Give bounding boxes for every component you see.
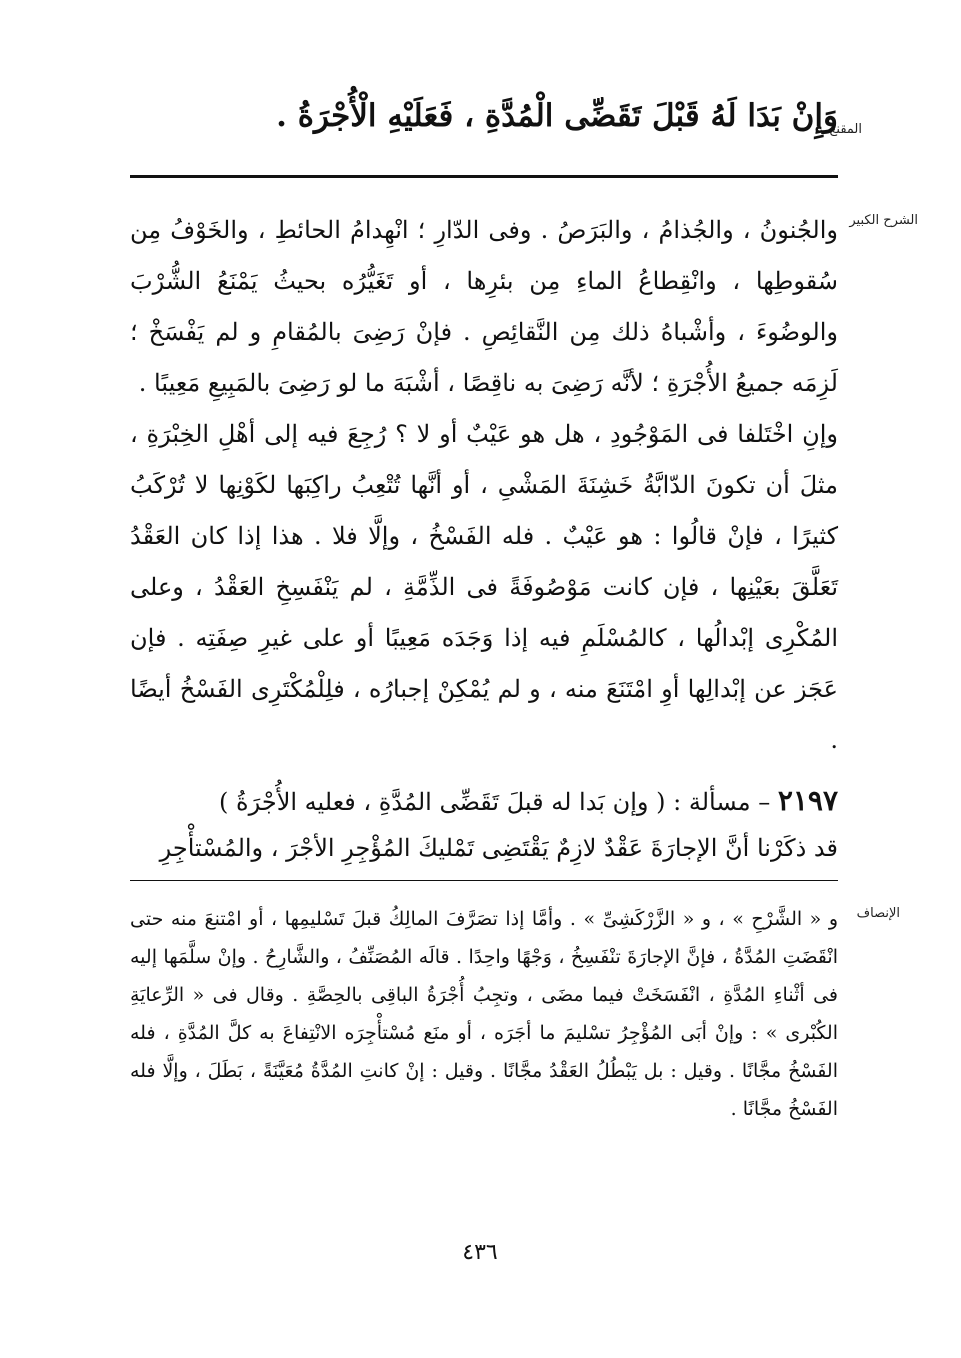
sharh-body bbox=[130, 205, 838, 766]
masala-text: – مسألة : ( وإن بَدا له قبلَ تَقَضِّى المُدَّةِ ، فعليه الأُجْرَةُ ) bbox=[219, 788, 778, 816]
sharh-paragraph: وإنِ اخْتَلفا فى المَوْجُودِ ، هل هو عَيْبٌ أو لا ؟ رُجِعَ فيه إلى أهْلِ الخِبْرَةِ ، مثلَ أن تكونَ الدّابَّةُ خَشِنَةَ المَشْىِ ، أو أنَّها تُتْعِبُ راكِبَها لكَوْنِها لا تُرْكَبُ كثيرًا ، فإنْ قالُوا : هو عَيْبٌ . فله الفَسْخُ ، وإلَّا فلا . هذا إذا كان العَقْدُ تَعَلَّقَ بعَيْنِها ، فإن كانت مَوْصُوفَةً فى الذِّمَّةِ ، لم يَنْفَسِخِ العَقْدُ ، وعلى المُكْرِى إبْدالُها ، كالمُسْلَمِ فيه إذا وَجَدَه مَعِيبًا أو على غيرِ صِفَتِه . فإن عَجَز عن إبْدالِها أوِ امْتَنَعَ منه ، و لم يُمْكِنْ إجبارُه ، فلِلْمُكْتَرِى الفَسْخُ أيضًا . bbox=[130, 420, 838, 754]
side-label-muqni: المقنع bbox=[829, 122, 862, 137]
footnote-divider bbox=[130, 880, 838, 881]
header-divider bbox=[130, 175, 838, 178]
masala-heading bbox=[130, 778, 838, 825]
insaf-body bbox=[130, 900, 838, 1128]
muqni-text: وَإِنْ بَدَا لَهُ قَبْلَ تَقَضِّى الْمُدَّةِ ، فَعَلَيْهِ الْأُجْرَةُ . bbox=[276, 98, 838, 134]
page-number: ٤٣٦ bbox=[462, 1240, 498, 1265]
masala-continuation: قد ذكَرْنا أنَّ الإجارَةَ عَقْدٌ لازِمٌ يَقْتَضِى تَمْليكَ المُؤْجِرِ الأجْرَ ، والمُسْتأْجِرِ bbox=[159, 834, 838, 862]
side-label-insaf: الإنصاف bbox=[856, 906, 900, 921]
masala-number: ٢١٩٧ bbox=[777, 784, 838, 817]
sharh-paragraph: والجُنونُ ، والجُذامُ ، والبَرَصُ . وفى الدّارِ ؛ انْهِدامُ الحائطِ ، والخَوْفُ مِن سُقوطِها ، وانْقِطاعُ الماءِ مِن بئرِها ، أو تَغَيُّرُه بحيثُ يَمْنَعُ الشُّرْبَ والوضُوءَ ، وأشْباهُ ذلك مِن النَّقائِصِ . فإنْ رَضِىَ بالمُقامِ و لم يَفْسَخْ ؛ لَزِمَه جميعُ الأُجْرَةِ ؛ لأنَّه رَضِىَ به ناقِصًا ، أشْبَهَ ما لو رَضِىَ بالمَبِيعِ مَعِيبًا . bbox=[130, 216, 838, 397]
side-label-sharh: الشرح الكبير bbox=[849, 213, 918, 228]
masala-section bbox=[130, 778, 838, 871]
insaf-paragraph: و « الشَّرْحِ » ، و « الزَّرْكَشِىِّ » . وأمَّا إذا تصَرَّفَ المالِكُ قبلَ تَسْليمِها ، أو امْتنعَ منه حتى انْقَضَتِ المُدَّةُ ، فإنَّ الإجارَةَ تنْفَسِخُ ، وَجْهًا واحِدًا . قالَه المُصَنِّفُ ، والشَّارِحُ . وإنْ سلَّمَها إليه فى أثْناءِ المُدَّةِ ، انْفَسَخَتْ فيما مضَى ، وتجِبُ أُجْرَةُ الباقِى بالحِصَّةِ . وقال فى « الرِّعايَةِ الكُبْرى » : وإنْ أبَى المُؤْجِرُ تسْليمَ ما أجَرَه ، أو منَع مُسْتأْجِرَه الانْتِفاعَ به كلَّ المُدَّةِ ، فله الفَسْخُ مجَّانًا . وقيل : بل يَبْطُلُ العَقْدُ مجَّانًا . وقيل : إنْ كانتِ المُدَّةُ مُعَيَّنَةً ، بَطَلَ ، وإلَّا فله الفَسْخُ مجَّانًا . bbox=[130, 908, 838, 1120]
